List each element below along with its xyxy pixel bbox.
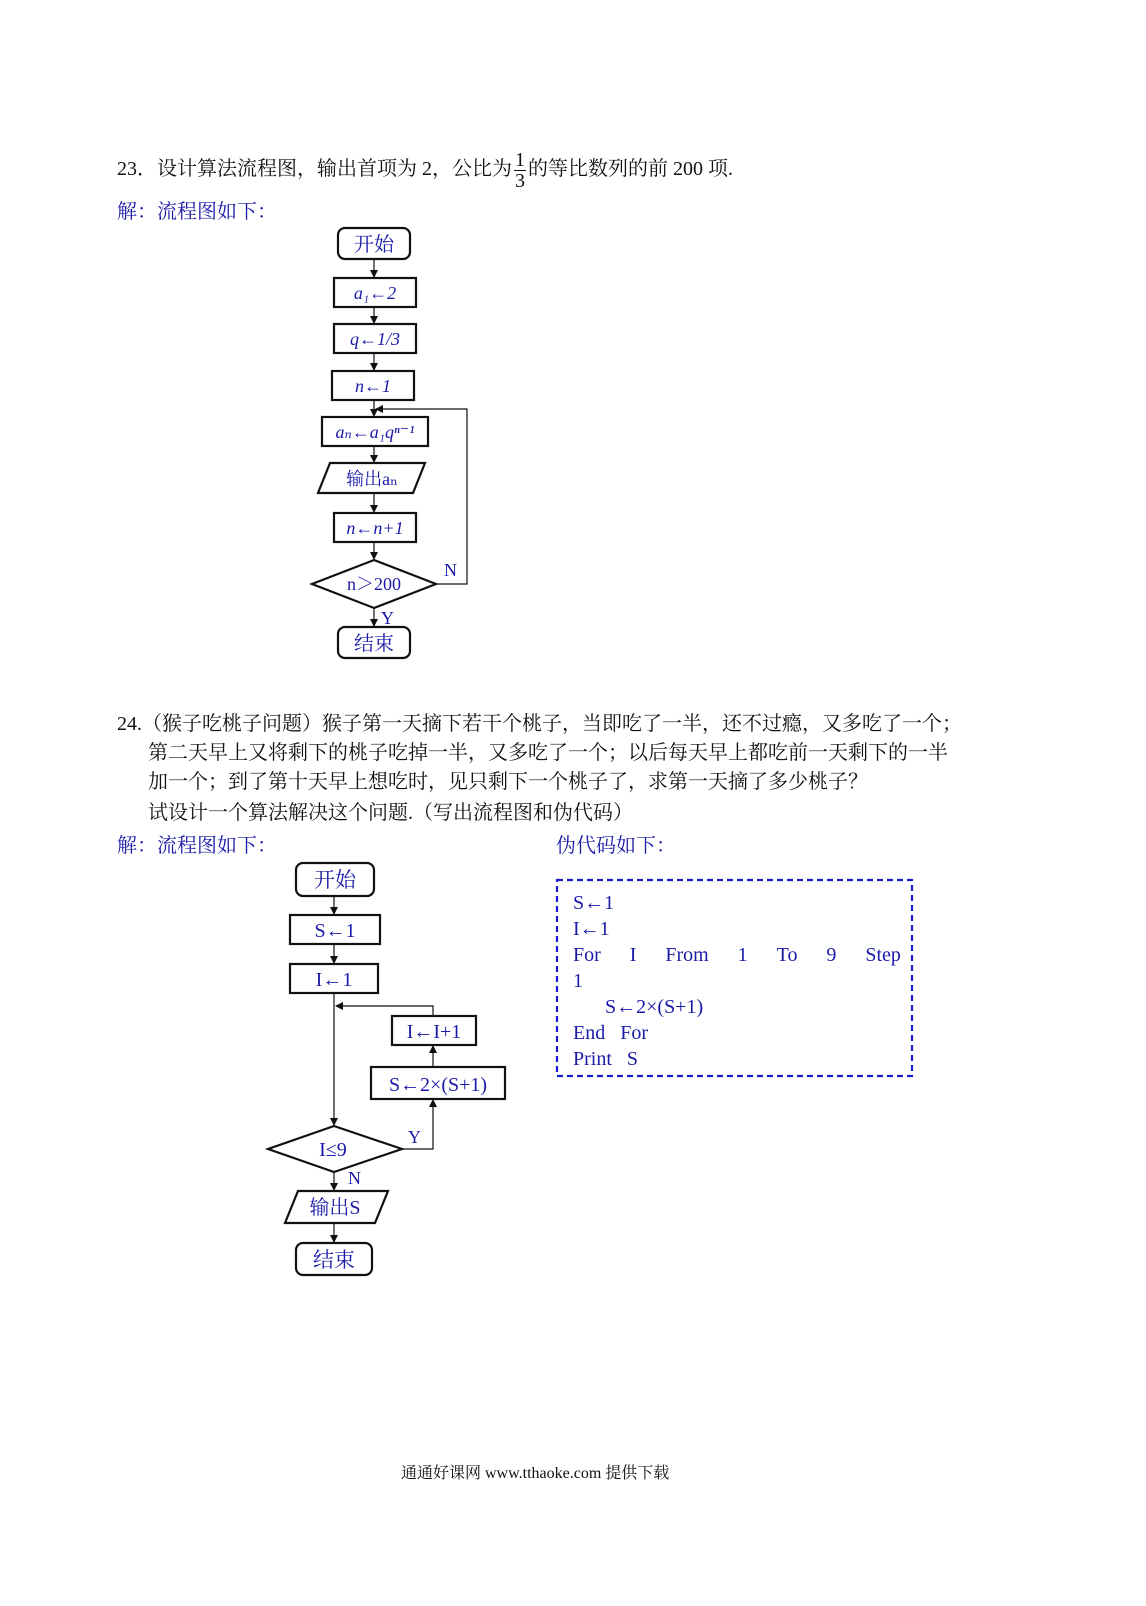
page-footer: 通通好课网 www.tthaoke.com 提供下载 xyxy=(401,1465,670,1482)
flow24-increment-text: I←I+1 xyxy=(406,1021,462,1043)
solution-24-code-label: 伪代码如下： xyxy=(556,835,676,857)
flow24-loop-back xyxy=(336,1006,433,1016)
question-24-line-4-b: 写出流程图和伪代码 xyxy=(433,802,613,824)
flow23-step2-text: q←1/3 xyxy=(349,329,401,349)
question-24-line-1: 24.（猴子吃桃子问题）猴子第一天摘下若干个桃子，当即吃了一半，还不过瘾，又多吃了一个； xyxy=(117,713,962,735)
flow24-step1-text: S←1 xyxy=(314,920,356,942)
fraction-numerator: 1 xyxy=(515,149,525,171)
solution-24-flow-label: 解：流程图如下： xyxy=(117,835,277,857)
question-24-line-2: 第二天早上又将剩下的桃子吃掉一半，又多吃了一个；以后每天早上都吃前一天剩下的一半 xyxy=(148,742,948,764)
question-24-line-4-a: 试设计一个算法解决这个问题.（ xyxy=(148,802,433,824)
code-line-1: S←1 xyxy=(573,892,615,914)
code-line-4: 1 xyxy=(573,970,583,992)
flowchart-24 xyxy=(268,863,505,1275)
code-word: 9 xyxy=(826,944,837,966)
code-line-6: End For xyxy=(573,1022,648,1044)
flow23-end-text: 结束 xyxy=(354,633,394,655)
flow23-start-text: 开始 xyxy=(354,234,394,256)
flow24-condition-text: I≤9 xyxy=(319,1139,347,1161)
code-line-2: I←1 xyxy=(573,918,610,940)
flow24-start-text: 开始 xyxy=(314,868,356,892)
question-23-number: 23． xyxy=(117,158,157,181)
flow24-calc-text: S←2×(S+1) xyxy=(388,1074,488,1096)
flowchart-23 xyxy=(312,228,467,658)
code-word: To xyxy=(776,944,798,966)
code-line-3 xyxy=(573,942,901,968)
code-line-5: S←2×(S+1) xyxy=(605,996,704,1018)
flow24-output-text: 输出S xyxy=(309,1197,361,1219)
code-word: 1 xyxy=(737,944,748,966)
question-24-line-3: 加一个；到了第十天早上想吃时，见只剩下一个桃子了，求第一天摘了多少桃子？ xyxy=(148,771,868,793)
pseudocode-block xyxy=(573,890,901,1072)
question-24-line-4-c: ） xyxy=(613,802,633,824)
flow23-step5-text: n←n+1 xyxy=(346,518,404,538)
flow23-no-label: N xyxy=(444,560,457,580)
code-word: For xyxy=(573,944,601,966)
flow23-condition-text: n＞200 xyxy=(347,574,401,594)
question-23-text-end: 的等比数列的前 200 项. xyxy=(528,158,733,181)
code-word: I xyxy=(629,944,637,966)
fraction-denominator: 3 xyxy=(515,170,525,192)
flow24-end-text: 结束 xyxy=(313,1248,355,1272)
code-line-7: Print S xyxy=(573,1048,639,1070)
code-word: From xyxy=(665,944,709,966)
question-23-text: 设计算法流程图，输出首项为 2，公比为 xyxy=(157,158,512,181)
flow24-no-label: N xyxy=(348,1168,361,1188)
flow24-step2-text: I←1 xyxy=(315,969,353,991)
solution-23-label: 解：流程图如下： xyxy=(117,201,277,223)
flow23-step1-text: a₁←2 xyxy=(353,283,397,303)
flow23-yes-label: Y xyxy=(381,608,394,628)
flow23-step3-text: n←1 xyxy=(355,376,391,396)
flow24-yes-label: Y xyxy=(408,1127,421,1147)
flow23-output-text: 输出aₙ xyxy=(346,469,398,489)
flow23-step4-text: aₙ←a₁qⁿ⁻¹ xyxy=(335,422,415,442)
code-word: Step xyxy=(865,944,901,966)
